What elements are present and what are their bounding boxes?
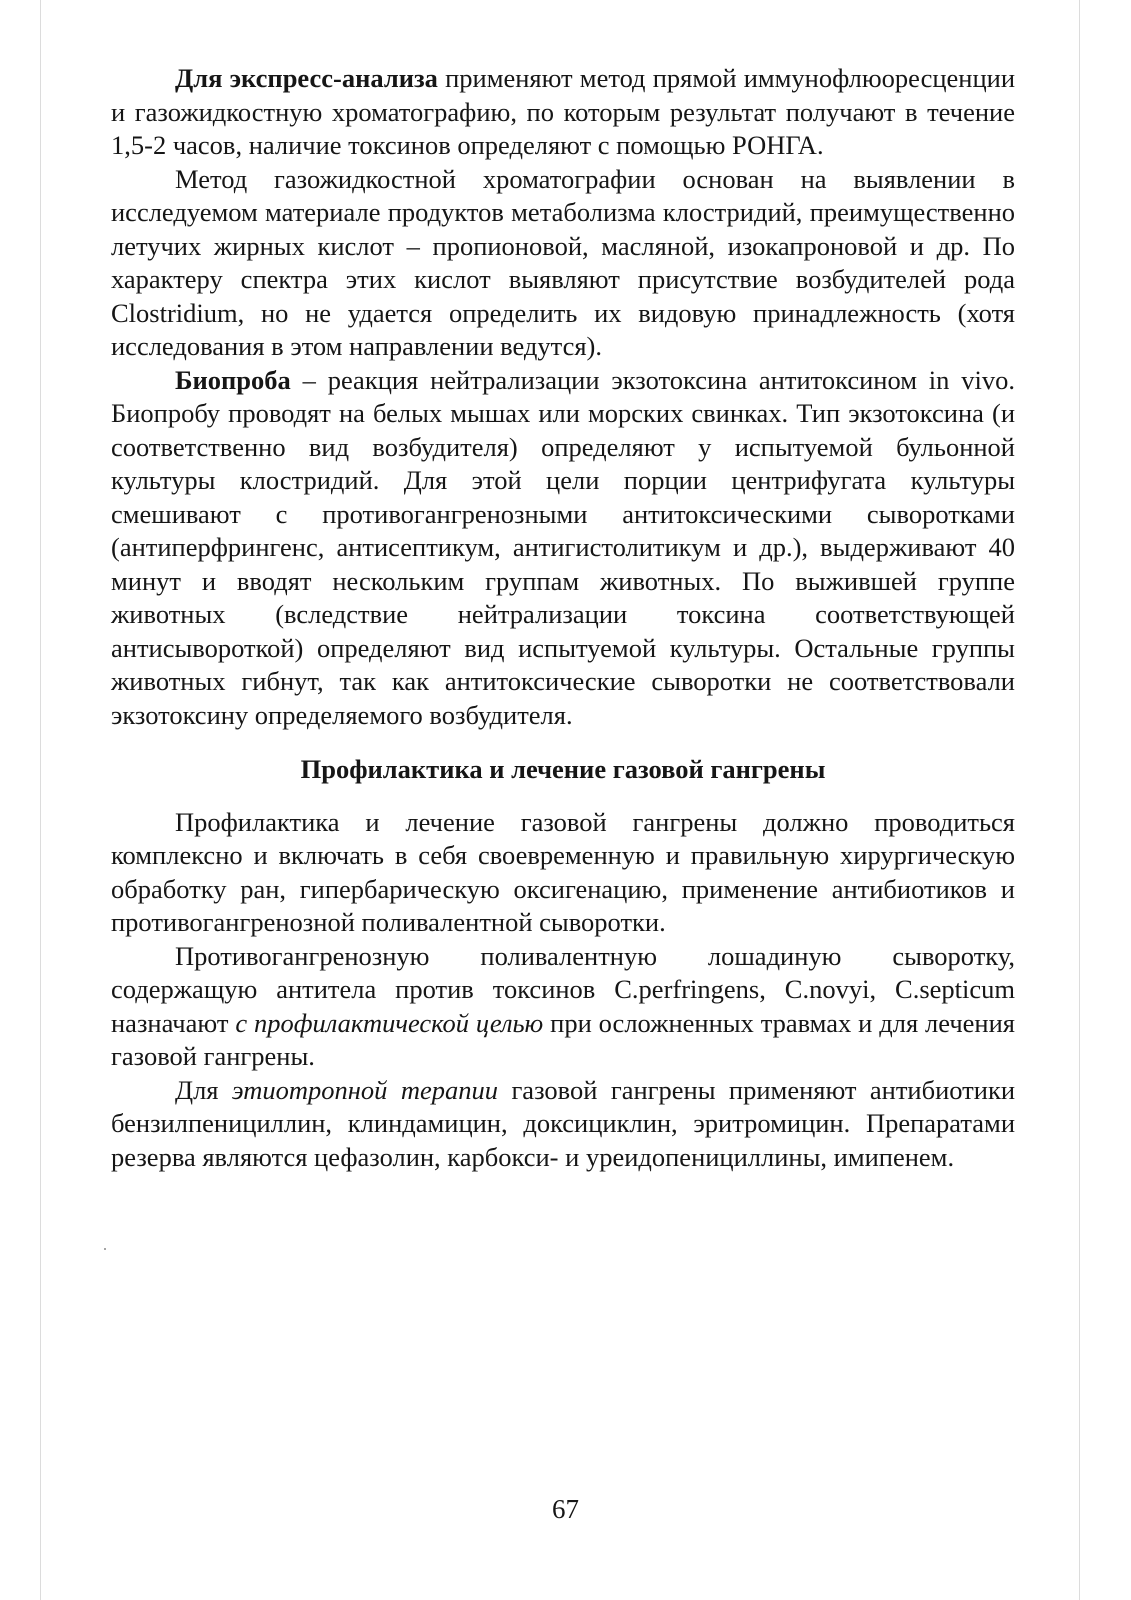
term-express-analysis: Для экспресс-анализа xyxy=(175,63,438,93)
paragraph-chromatography: Метод газожидкостной хроматографии основан на выявлении в исследуемом материале продуктов метаболизма клостридий, преимущественно летучих жирных кислот – пропионовой, масляной, изокапроновой и др. По характеру спектра этих кислот выявляют присутствие возбудителей рода Clostridium, но не удается определить их видовую принадлежность (хотя исследования в этом направлении ведутся). xyxy=(111,163,1015,361)
emphasis-etiotropic: этиотропной терапии xyxy=(231,1074,499,1105)
page-number: 67 xyxy=(552,1494,579,1524)
paragraph-express-analysis: Для экспресс-анализа применяют метод прямой иммунофлюоресценции и газожидкостную хроматографию, по которым результат получают в течение 1,5-2 часов, наличие токсинов определяют с помощью РОНГА. xyxy=(111,63,1015,160)
paragraph-prevention: Профилактика и лечение газовой гангрены должно проводиться комплексно и включать в себя своевременную и правильную хирургическую обработку ран, гипербарическую оксигенацию, применение антибиотиков и противогангренозной поливалентной сыворотки. xyxy=(111,806,1015,937)
paragraph-therapy: Для этиотропной терапии газовой гангрены применяют антибиотики бензилпенициллин, клиндамицин, доксициклин, эритромицин. Препаратами резерва являются цефазолин, карбокси- и уреидопенициллины, имипенем. xyxy=(111,1074,1015,1172)
emphasis-prophylactic: с профилактической целью xyxy=(235,1007,544,1038)
paragraph-serum: Противогангренозную поливалентную лошадиную сыворотку, содержащую антитела против токсинов C.perfringens, C.novyi, C.septicum назначают с профилактической целью при осложненных травмах и для лечения газовой гангрены. xyxy=(111,940,1015,1071)
page-body xyxy=(111,62,1015,1174)
term-bioassay: Биопроба xyxy=(175,364,291,395)
paragraph-bioassay: Биопроба – реакция нейтрализации экзотоксина антитоксином in vivo. Биопробу проводят на белых мышах или морских свинках. Тип экзотоксина (и соответственно вид возбудителя) определяют у испытуемой бульонной культуры клостридий. Для этой цели порции центрифугата культуры смешивают с противогангренозными антитоксическими сыворотками (антиперфрингенс, антисептикум, антигистолитикум и др.), выдерживают 40 минут и вводят нескольким группам животных. По выжившей группе животных (вследствие нейтрализации токсина соответствующей антисывороткой) определяют вид испытуемой культуры. Остальные группы животных гибнут, так как антитоксические сыворотки не соответствовали экзотоксину определяемого возбудителя. xyxy=(111,364,1015,730)
scan-speck xyxy=(104,1248,106,1250)
section-heading: Профилактика и лечение газовой гангрены xyxy=(300,754,826,784)
